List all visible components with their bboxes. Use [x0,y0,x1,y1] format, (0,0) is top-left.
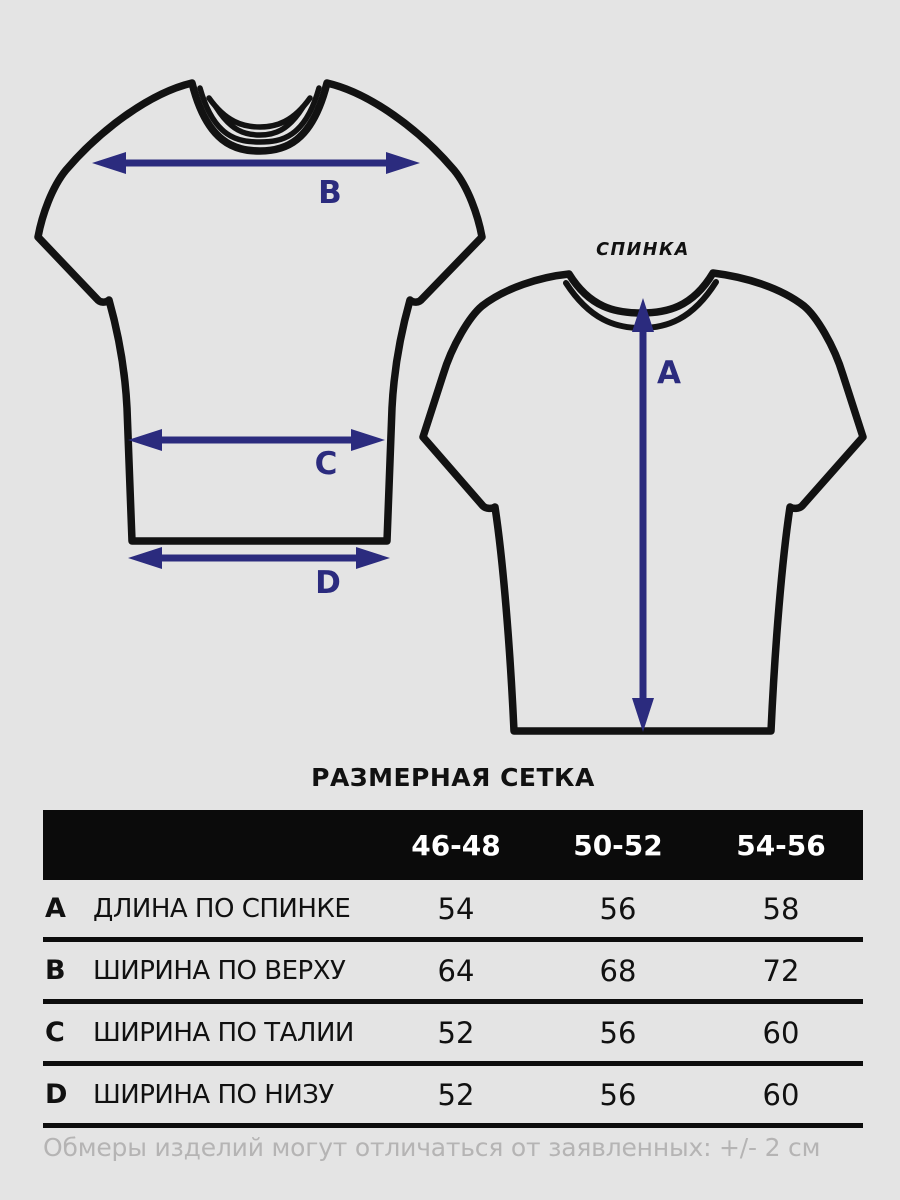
measure-label-b: B [318,175,342,211]
table-row-b [43,942,863,999]
arrow-d-head-right [356,547,390,569]
table-row-d [43,1066,863,1123]
size-col-3: 54-56 [736,828,826,862]
row-d-letter: D [45,1079,68,1110]
table-row-a [43,880,863,937]
row-a-value-3: 58 [762,891,800,926]
row-a-letter: A [45,893,66,924]
measure-label-c: C [314,446,338,482]
row-d-value-1: 52 [437,1077,475,1112]
row-c-label: ШИРИНА ПО ТАЛИИ [93,1017,354,1048]
front-collar-back-band-top [209,98,310,127]
size-table-header [43,810,863,880]
row-b-letter: B [45,955,66,986]
row-b-value-2: 68 [599,953,637,988]
size-table [43,810,863,1128]
row-divider [43,1123,863,1128]
row-a-label: ДЛИНА ПО СПИНКЕ [93,893,351,924]
measure-label-d: D [315,565,341,601]
row-b-value-1: 64 [437,953,475,988]
row-d-value-3: 60 [762,1077,800,1112]
front-collar-back-band-bottom [216,107,303,135]
back-caption: СПИНКА [596,240,690,260]
row-c-value-1: 52 [437,1015,475,1050]
row-b-value-3: 72 [762,953,800,988]
row-b-label: ШИРИНА ПО ВЕРХУ [93,955,346,986]
row-d-value-2: 56 [599,1077,637,1112]
row-c-letter: C [45,1017,65,1048]
table-row-c [43,1004,863,1061]
row-a-value-2: 56 [599,891,637,926]
row-a-value-1: 54 [437,891,475,926]
row-d-label: ШИРИНА ПО НИЗУ [93,1079,334,1110]
arrow-d-head-left [128,547,162,569]
size-col-2: 50-52 [573,828,663,862]
table-title: РАЗМЕРНАЯ СЕТКА [311,763,595,792]
measure-label-a: A [657,355,681,391]
size-col-1: 46-48 [411,828,501,862]
tolerance-note: Обмеры изделий могут отличаться от заявленных: +/- 2 см [43,1133,821,1162]
arrow-d [128,547,390,601]
row-c-value-3: 60 [762,1015,800,1050]
row-c-value-2: 56 [599,1015,637,1050]
front-shirt [38,83,482,541]
front-shirt-outline [38,83,482,541]
